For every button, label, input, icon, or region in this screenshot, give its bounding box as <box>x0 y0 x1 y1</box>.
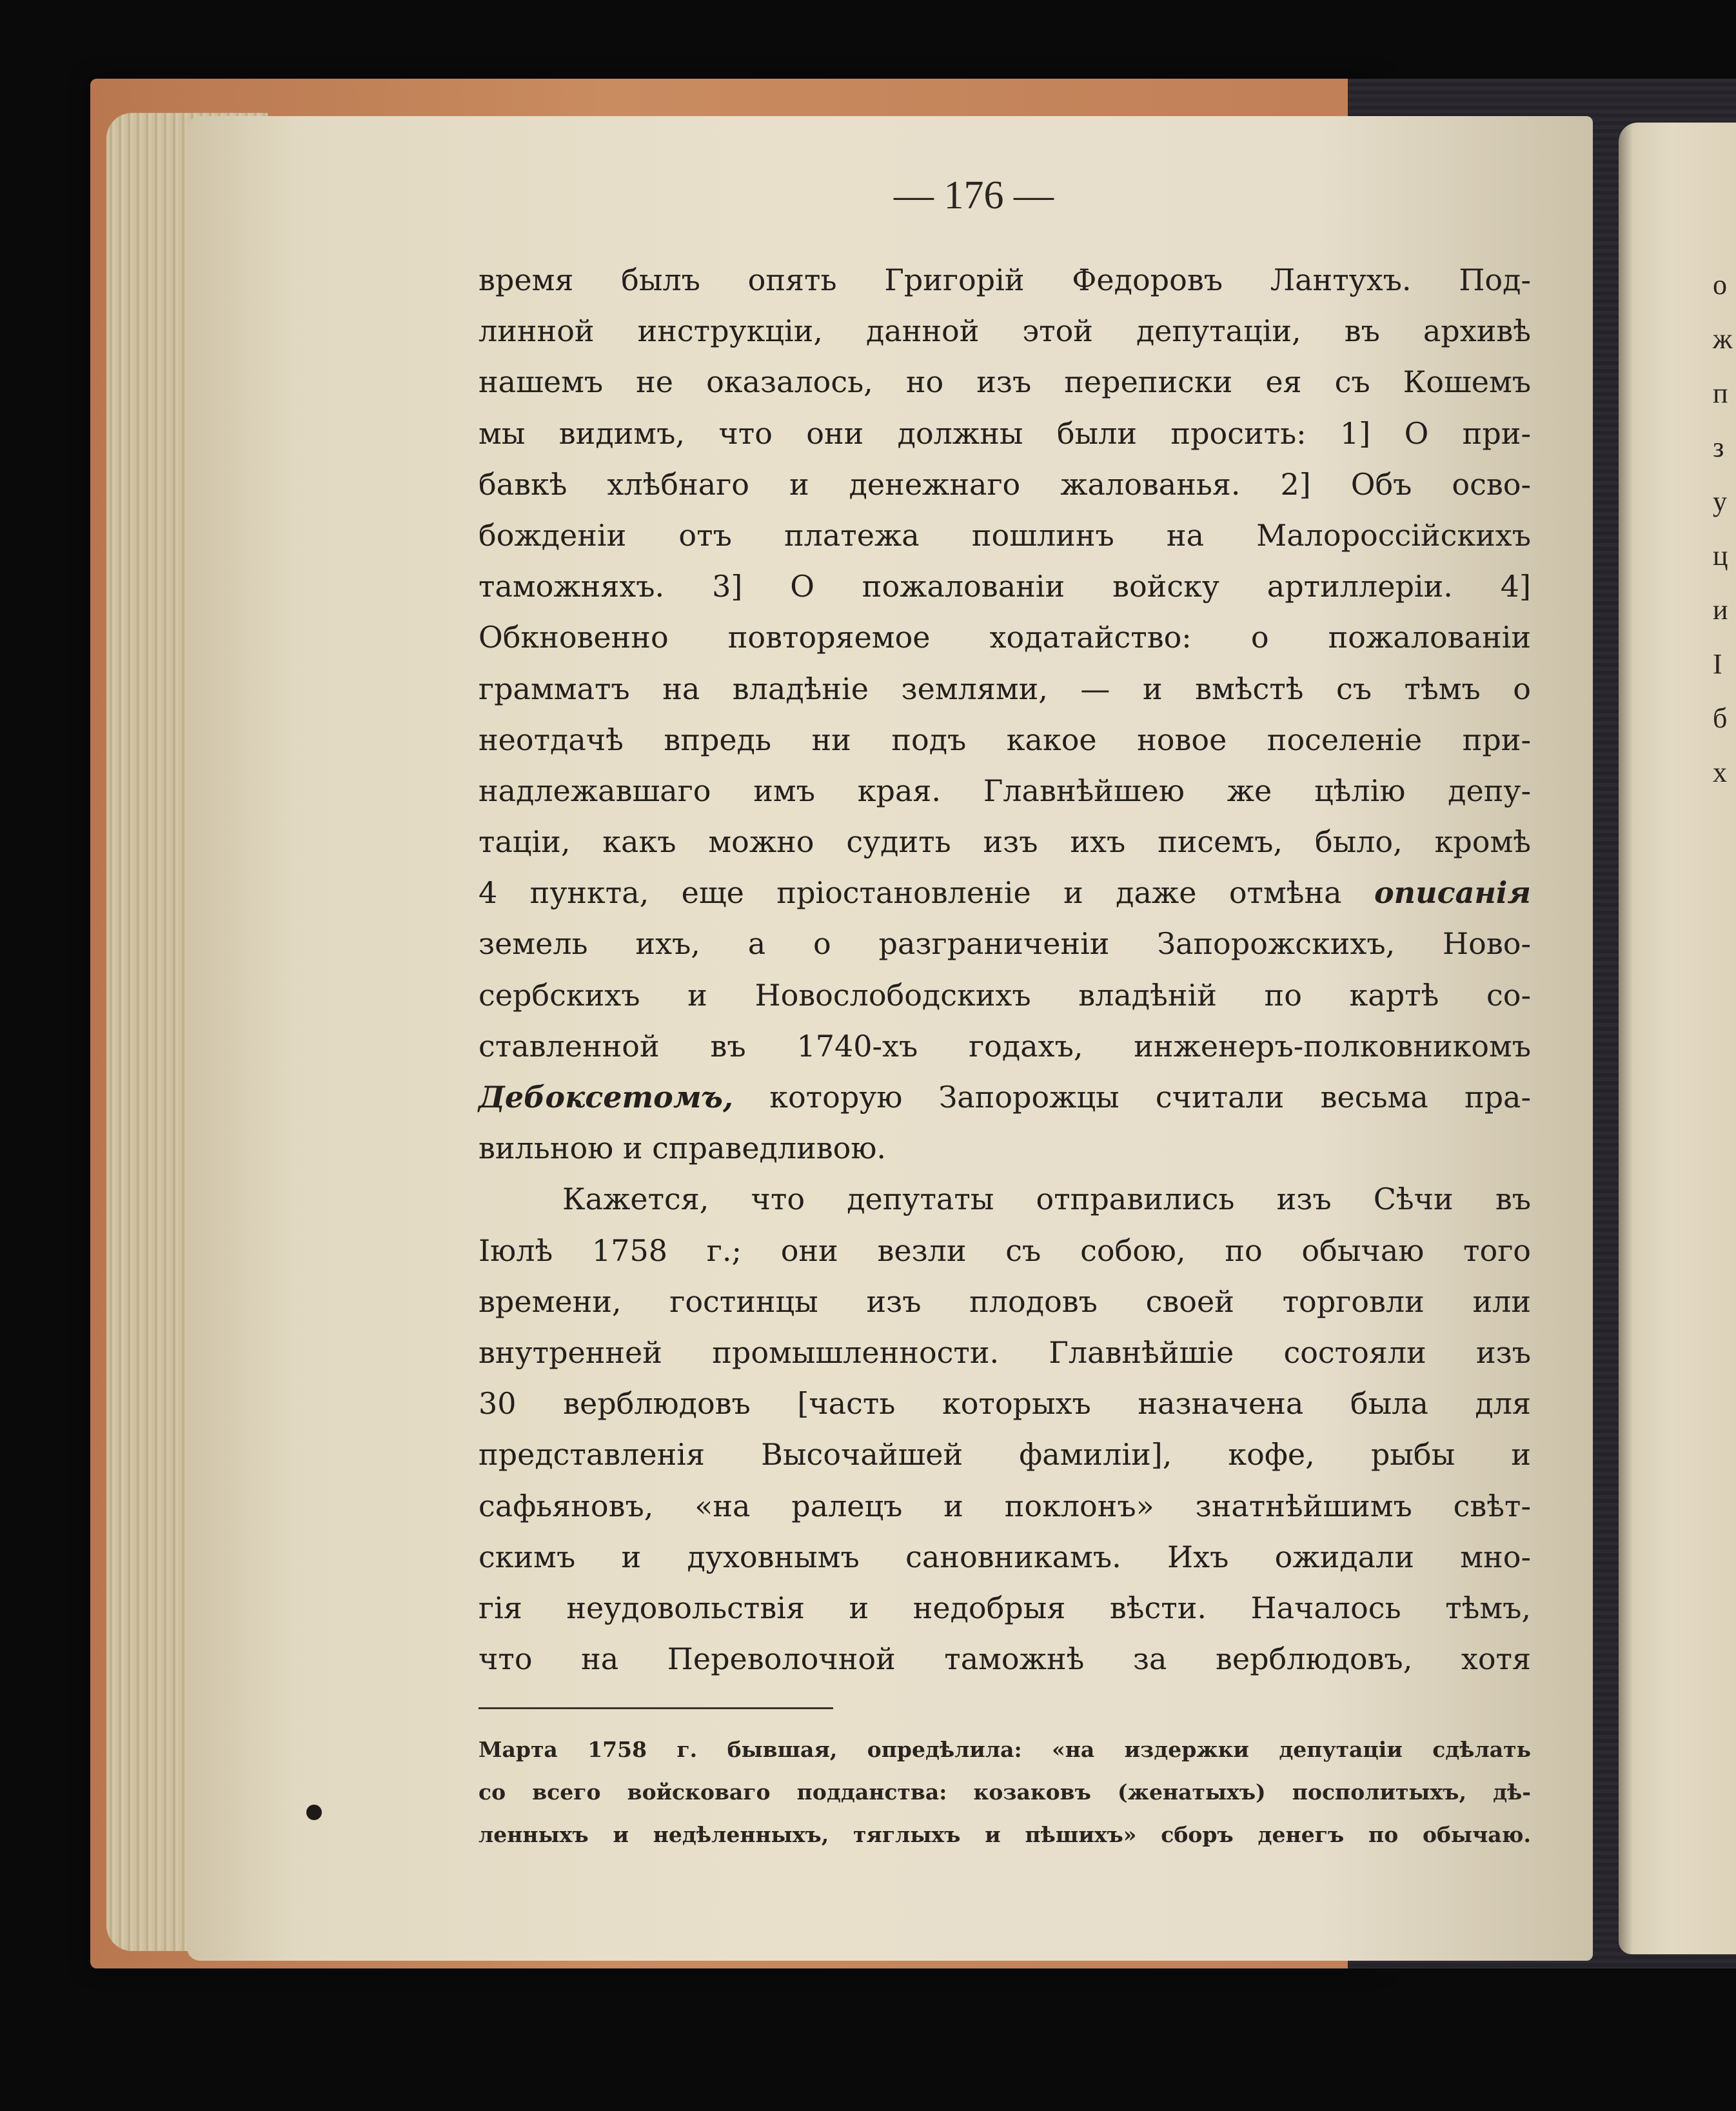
text-line: бавкѣ хлѣбнаго и денежнаго жалованья. 2] Объ осво- <box>478 466 1531 502</box>
text-line: Іюлѣ 1758 г.; они везли съ собою, по обычаю того <box>478 1233 1531 1268</box>
next-page-letter: п <box>1713 377 1728 409</box>
text-line: скимъ и духовнымъ сановникамъ. Ихъ ожидали мно- <box>478 1539 1531 1574</box>
text-line: мы видимъ, что они должны были просить: 1] О при- <box>478 415 1531 451</box>
next-page-letter: б <box>1713 702 1728 734</box>
text-line: 30 верблюдовъ [часть которыхъ назначена была для <box>478 1386 1531 1422</box>
next-page-letter: у <box>1713 486 1727 517</box>
italic-name-deboksetom: Дебоксетомъ, <box>478 1080 734 1115</box>
text-line-with-italic <box>478 1072 1531 1123</box>
footnote-line: со всего войсковаго подданства: козаковъ (женатыхъ) посполитыхъ, дѣ- <box>478 1779 1531 1805</box>
text-line: неотдачѣ впредь ни подъ какое новое поселеніе при- <box>478 722 1531 757</box>
text-line: ставленной въ 1740-хъ годахъ, инженеръ-полковникомъ <box>478 1028 1531 1064</box>
text-line: грамматъ на владѣніе землями, — и вмѣстѣ съ тѣмъ о <box>478 671 1531 706</box>
text-line: гія неудовольствія и недобрыя вѣсти. Началось тѣмъ, <box>478 1590 1531 1625</box>
text-line: таціи, какъ можно судить изъ ихъ писемъ, было, кромѣ <box>478 824 1531 860</box>
text-segment: 4 пункта, еще пріостановленіе и даже отмѣна <box>478 875 1342 911</box>
text-line: внутренней промышленности. Главнѣйшіе состояли изъ <box>478 1334 1531 1370</box>
body-text <box>478 255 1531 1685</box>
ink-blot <box>306 1805 322 1820</box>
text-line: божденіи отъ платежа пошлинъ на Малороссійскихъ <box>478 517 1531 553</box>
text-line: что на Переволочной таможнѣ за верблюдовъ, хотя <box>478 1641 1531 1677</box>
next-page-letter: І <box>1713 648 1722 680</box>
next-page-letter: и <box>1713 594 1728 626</box>
next-page-letter: з <box>1713 431 1724 463</box>
italic-term-opisaniya: описанія <box>1374 875 1532 911</box>
text-line: таможняхъ. 3] О пожалованіи войску артиллеріи. 4] <box>478 569 1531 604</box>
next-page-edge <box>1619 123 1736 1954</box>
text-line-paragraph-start: Кажется, что депутаты отправились изъ Сѣчи въ <box>562 1182 1531 1217</box>
next-page-letter: ж <box>1713 323 1733 355</box>
footnote-line: Марта 1758 г. бывшая, опредѣлила: «на издержки депутаціи сдѣлать <box>478 1737 1531 1762</box>
page-number: — 176 — <box>894 173 1054 217</box>
text-line: нашемъ не оказалось, но изъ переписки ея съ Кошемъ <box>478 364 1531 400</box>
next-page-letter: о <box>1713 269 1727 301</box>
text-segment: которую Запорожцы считали весьма пра- <box>769 1080 1532 1115</box>
text-line: земель ихъ, а о разграниченіи Запорожскихъ, Ново- <box>478 926 1531 962</box>
text-line: Обкновенно повторяемое ходатайство: о пожалованіи <box>478 620 1531 655</box>
footnote-separator <box>478 1707 833 1709</box>
text-line: линной инструкціи, данной этой депутаціи, въ архивѣ <box>478 313 1531 349</box>
footnote <box>478 1729 1531 1856</box>
text-line: время былъ опять Григорій Федоровъ Лантухъ. Под- <box>478 263 1531 297</box>
next-page-letter: ц <box>1713 540 1728 571</box>
text-line: надлежавшаго имъ края. Главнѣйшею же цѣлію депу- <box>478 773 1531 808</box>
text-line: вильною и справедливою. <box>478 1131 887 1166</box>
footnote-line: ленныхъ и недѣленныхъ, тяглыхъ и пѣшихъ» сборъ денегъ по обычаю. <box>478 1822 1531 1847</box>
text-line: времени, гостинцы изъ плодовъ своей торговли или <box>478 1283 1531 1319</box>
next-page-letter: х <box>1713 757 1727 788</box>
text-line: сафьяновъ, «на ралецъ и поклонъ» знатнѣйшимъ свѣт- <box>478 1488 1531 1523</box>
text-line-with-italic <box>478 867 1531 918</box>
text-line: сербскихъ и Новослободскихъ владѣній по картѣ со- <box>478 977 1531 1013</box>
next-page-text <box>1713 258 1736 800</box>
text-line: представленія Высочайшей фамиліи], кофе, рыбы и <box>478 1437 1531 1472</box>
